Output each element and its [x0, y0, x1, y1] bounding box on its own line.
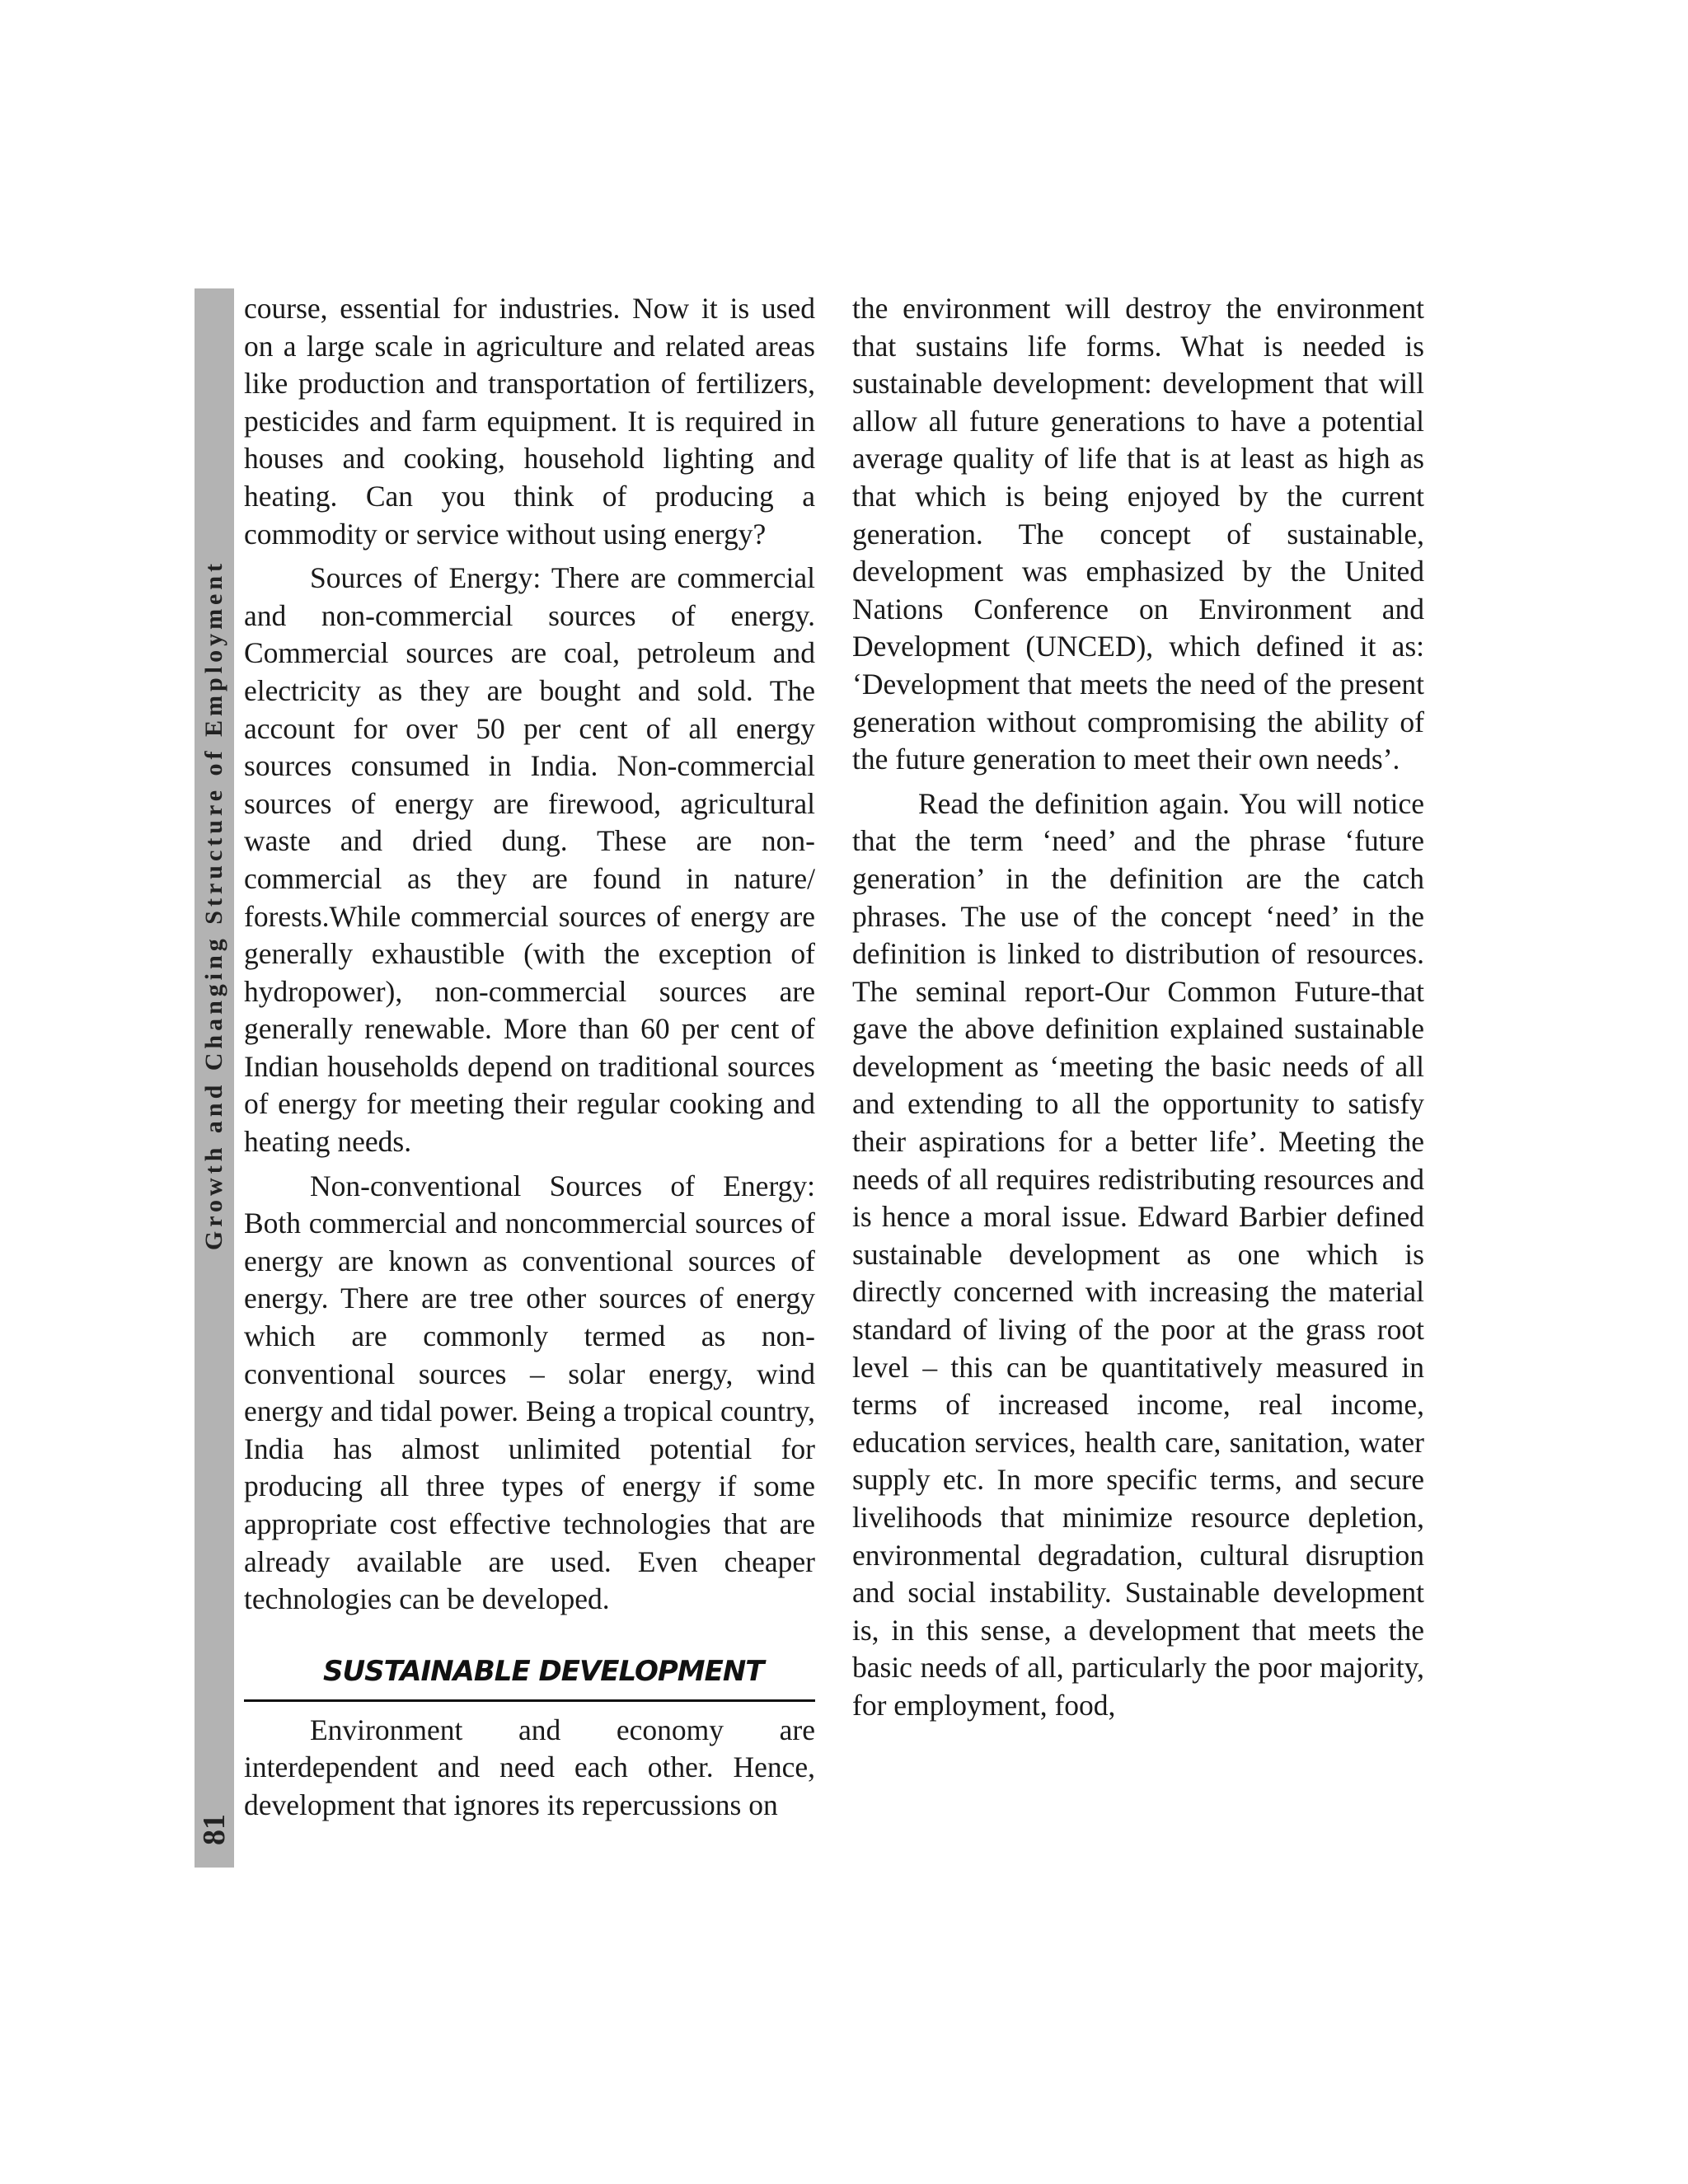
- paragraph: Read the definition again. You will notice that the term ‘need’ and the phrase ‘future generation’ in the definition are the catch phrases. The use of the concept ‘need’ in the definition is linked to distribution of resources. The seminal report-Our Common Future-that gave the above definition explained sustainable development as ‘meeting the basic needs of all and extending to all the opportunity to satisfy their aspirations for a better life’. Meeting the needs of all requires redistributing resources and is hence a moral issue. Edward Barbier defined sustainable development as one which is directly concerned with increasing the material standard of living of the poor at the grass root level – this can be quantitatively measured in terms of increased income, real income, education services, health care, sanitation, water supply etc. In more specific terms, and secure livelihoods that minimize resource depletion, environmental degradation, cultural disruption and social instability. Sustainable development is, in this sense, a development that meets the basic needs of all, particularly the poor majority, for employment, food,: [852, 786, 1424, 1722]
- running-head: Growth and Changing Structure of Employment: [200, 559, 227, 1251]
- paragraph: Non-conventional Sources of Energy: Both commercial and noncommercial sources of energy are known as conventional sources of energy. There are tree other sources of energy which are commonly termed as non-conventional sources – solar energy, wind energy and tidal power. Being a tropical country, India has almost unlimited potential for producing all three types of energy if some appropriate cost effective technologies that are already available are used. Even cheaper technologies can be developed.: [244, 1169, 815, 1616]
- paragraph: the environment will destroy the environment that sustains life forms. What is needed is sustainable development: development that will allow all future generations to have a potential average quality of life that is at least as high as that which is being enjoyed by the current generation. The concept of sustainable, development was emphasized by the United Nations Conference on Environment and Development (UNCED), which defined it as: ‘Development that meets the need of the present generation without compromising the ability of the future generation to meet their own needs’.: [852, 292, 1424, 776]
- paragraph: Environment and economy are interdependent and need each other. Hence, development that ignores its repercussions on: [244, 1713, 815, 1821]
- section-heading: SUSTAINABLE DEVELOPMENT: [244, 1655, 815, 1702]
- side-bar: [195, 288, 234, 1868]
- right-column: [852, 290, 1424, 1732]
- left-column: [244, 290, 815, 1831]
- page-number: 81: [197, 1814, 232, 1845]
- paragraph: Sources of Energy: There are commercial and non-commercial sources of energy. Commercial sources are coal, petroleum and electricity as they are bought and sold. The account for over 50 per cent of all energy sources consumed in India. Non-commercial sources of energy are firewood, agricultural waste and dried dung. These are non-commercial as they are found in nature/ forests.While commercial sources of energy are generally exhaustible (with the exception of hydropower), non-commercial sources are generally renewable. More than 60 per cent of Indian households depend on traditional sources of energy for meeting their regular cooking and heating needs.: [244, 561, 815, 1159]
- paragraph: course, essential for industries. Now it is used on a large scale in agriculture and related areas like production and transportation of fertilizers, pesticides and farm equipment. It is required in houses and cooking, household lighting and heating. Can you think of producing a commodity or service without using energy?: [244, 292, 815, 551]
